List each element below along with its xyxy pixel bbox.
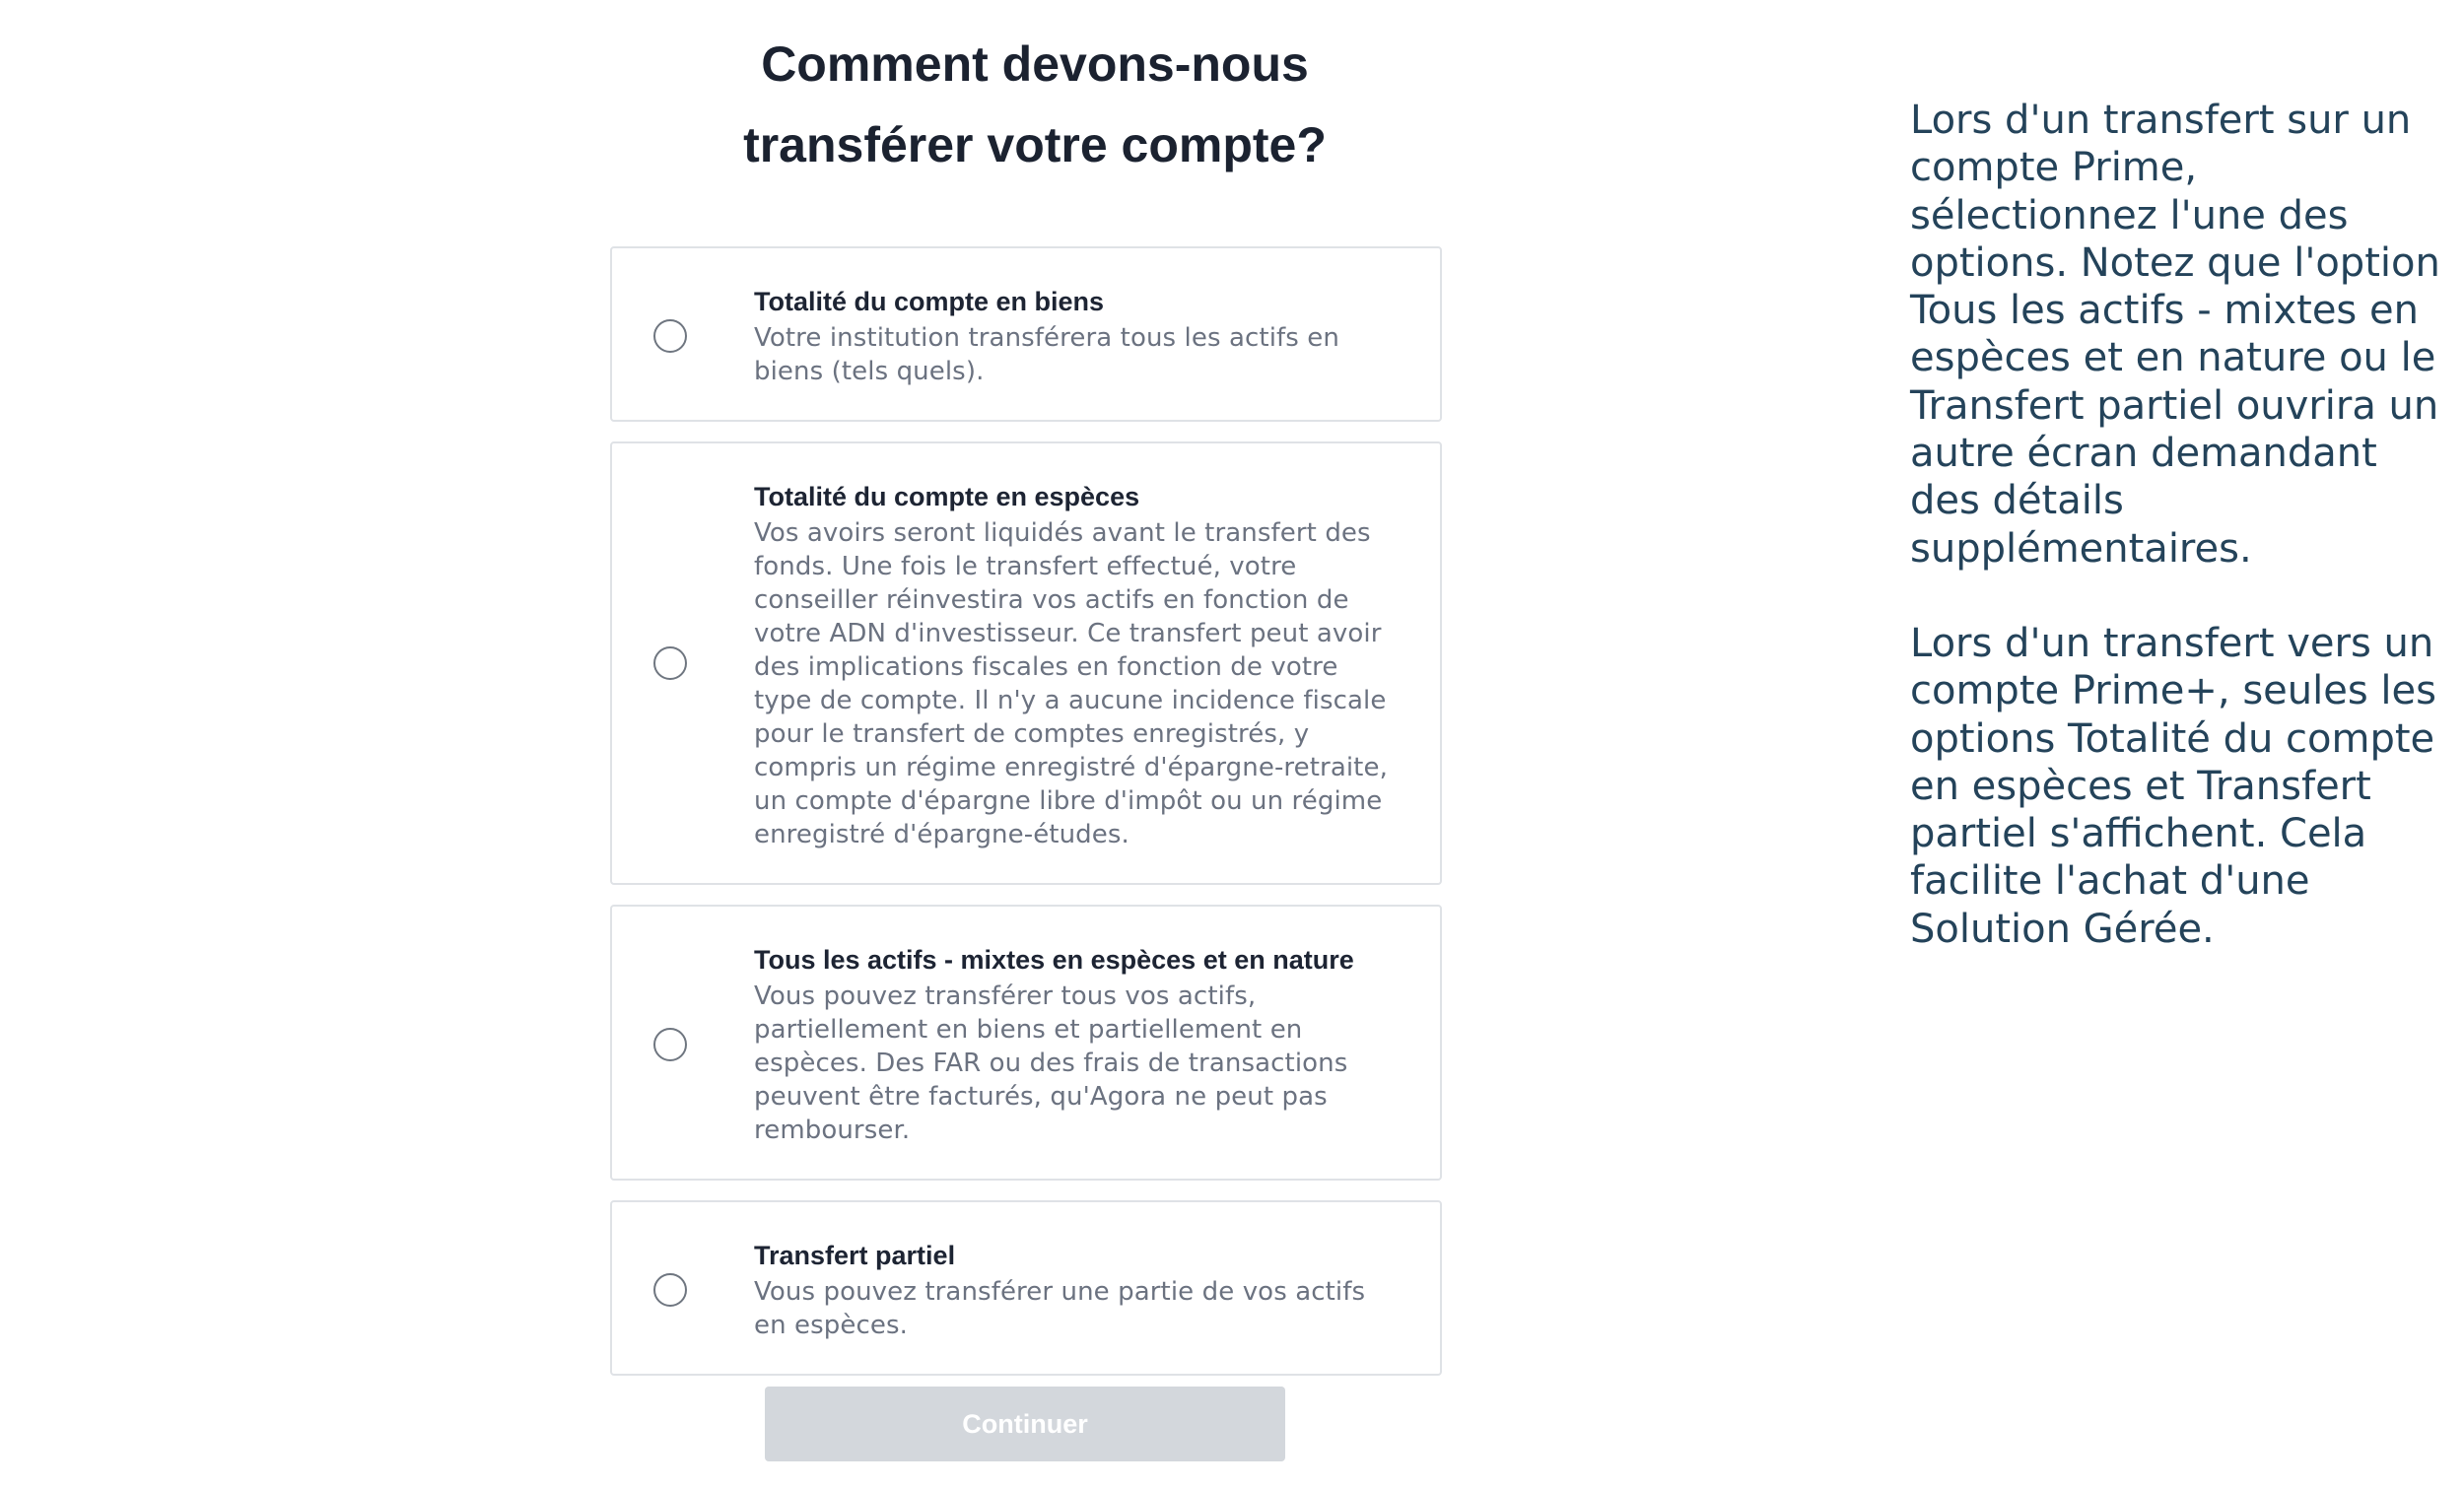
option-title: Transfert partiel [754,1241,956,1270]
option-description: Vous pouvez transférer une partie de vos actifs en espèces. [754,1277,1366,1340]
page-title [611,24,1459,185]
option-description: Vos avoirs seront liquidés avant le transfert des fonds. Une fois le transfert effectué, votre conseiller réinvestira vos actifs en fonction de votre ADN d'investisseur. Ce transfert peut avoir des implications fiscales en fonction de votre type de compte. Il n'y a aucune incidence fiscale pour le transfert de comptes enregistrés, y compris un régime enregistré d'épargne-retraite, un compte d'épargne libre d'impôt ou un régime enregistré d'épargne-études. [754,518,1388,849]
continue-button[interactable]: Continuer [765,1387,1285,1461]
page-title-line-1: Comment devons-nous [761,36,1309,92]
option-card-in-cash[interactable] [610,441,1442,885]
option-title: Totalité du compte en espèces [754,482,1140,511]
option-description: Votre institution transférera tous les actifs en biens (tels quels). [754,323,1339,386]
option-text [754,282,1401,388]
side-notes [1910,97,2442,953]
option-text [754,940,1401,1147]
side-note-prime-plus: Lors d'un transfert vers un compte Prime+, seules les options Totalité du compte en espèces et Transfert partiel s'affichent. Cela facilite l'achat d'une Solution Gérée. [1910,620,2436,952]
option-card-in-kind[interactable] [610,246,1442,422]
radio-partial[interactable] [653,1273,687,1307]
option-card-partial[interactable] [610,1200,1442,1376]
radio-in-kind[interactable] [653,319,687,353]
page-title-line-2: transférer votre compte? [743,117,1327,172]
radio-in-cash[interactable] [653,646,687,680]
radio-mixed[interactable] [653,1028,687,1061]
option-title: Totalité du compte en biens [754,287,1105,316]
option-text [754,477,1401,851]
side-note-prime: Lors d'un transfert sur un compte Prime, sélectionnez l'une des options. Notez que l'option Tous les actifs - mixtes en espèces et en nature ou le Transfert partiel ouvrira un autre écran demandant des détails supplémentaires. [1910,98,2440,572]
option-text [754,1236,1401,1342]
option-title: Tous les actifs - mixtes en espèces et en nature [754,945,1354,975]
option-description: Vous pouvez transférer tous vos actifs, partiellement en biens et partiellement en espèces. Des FAR ou des frais de transactions peuvent être facturés, qu'Agora ne peut pas rembourser. [754,981,1348,1145]
option-card-mixed[interactable] [610,905,1442,1181]
